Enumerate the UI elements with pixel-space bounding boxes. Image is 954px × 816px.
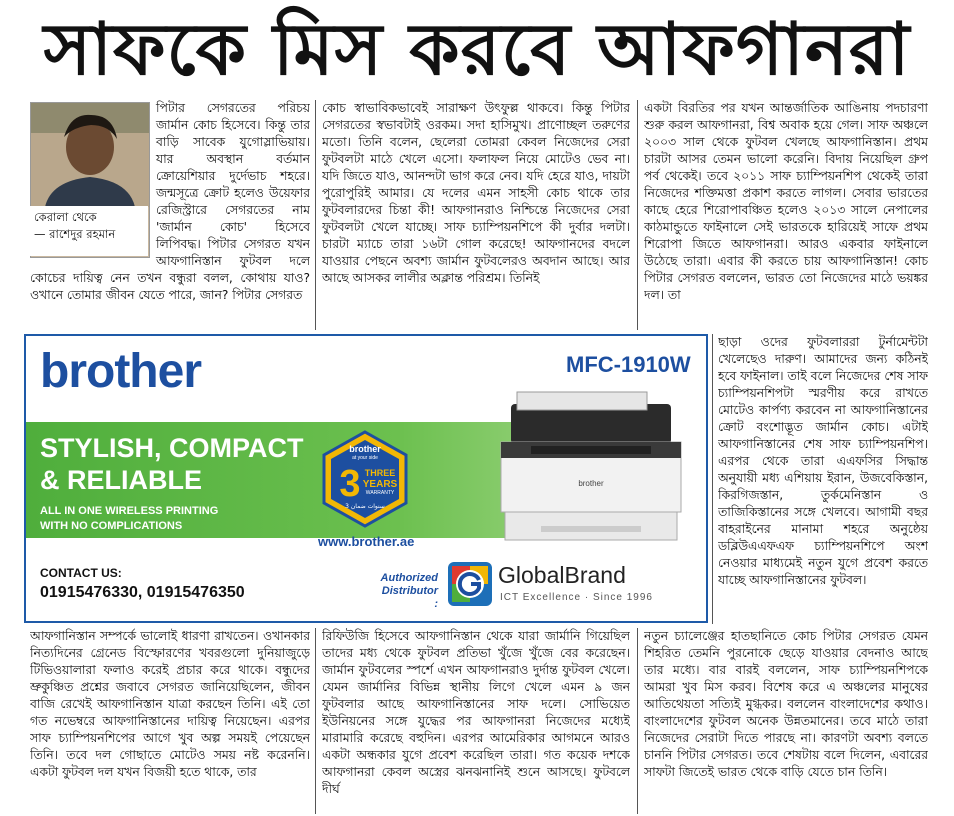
photo-spacer <box>30 100 156 254</box>
headline: সাফকে মিস করবে আফগানরা <box>43 7 911 91</box>
warranty-badge-icon <box>316 430 414 528</box>
ad-subtitle-line1: ALL IN ONE WIRELESS PRINTING <box>40 505 219 517</box>
article-text: নতুন চ্যালেঞ্জের হাতছানিতে কোচ পিটার সেগরত যেমন শিহরিত তেমনি পুরনোকে ছেড়ে যাওয়ার বেদনাও আছে তার মধ্যে। বার বারই বললেন, সাফ চ্যাম্পিয়নশিপকে আমরা খুব মিস করব। বিশেষ করে এ অঞ্চলের মানুষের আতিথেয়তা সত্যিই মুগ্ধকর। বললেন বাংলাদেশের কথাও। বাংলাদেশের ফুটবল অনেক উন্নতমানের। তবে মাঠে তারা নিজেদের সেরাটা দিতে পারছে না। কারণটা অবশ্য বলতে চাননি পিটার সেগরত। তবে শেষটায় বলে দিলেন, এবারের সাফটা জিতেই ভারত থেকে বাড়ি যেতে চান তিনি। <box>644 629 928 779</box>
col3-top <box>644 100 928 332</box>
brother-advertisement[interactable] <box>24 334 708 623</box>
ad-subtitle-line2: WITH NO COMPLICATIONS <box>40 520 183 532</box>
article-text: আফগানিস্তান সম্পর্কে ভালোই ধারণা রাখতেন। ওখানকার নিত্যদিনের গ্রেনেড বিস্ফোরণের খবরগুলো দুনিয়াজুড়ে টিভিওয়ালারা ফলাও করেই প্রচার করে থাকে। বন্ধুদের ভ্রুকুঞ্চিত প্রশ্নের জবাবে সেগরত জানিয়েছিলেন, জীবন বাজি রেখেই আফগানিস্তান যাত্রা করছেন তিনি। এই তো গত নভেম্বরে আফগানিস্তানের দায়িত্ব নিয়েছেন। এরপর সাফ চ্যাম্পিয়নশিপের আগে খুব অল্প সময়ই পেয়েছেন তিনি। তবে দল গোছাতে মোটেও সময় নষ্ট করেননি। একটা ফুটবল দল যখন বিজয়ী হতে থাকে, তার <box>30 629 310 779</box>
ad-website-link[interactable]: www.brother.ae <box>318 534 415 549</box>
globalbrand-g-icon <box>446 560 494 608</box>
article-text: কোচ স্বাভাবিকভাবেই সারাক্ষণ উৎফুল্ল থাকবে। কিন্তু পিটার সেগরতের স্বভাবটাই ওরকম। সদা হাসিমুখ। প্রাণোচ্ছল তরুণের মতো। তিনি বলেন, ছেলেরা তোমরা কেবল নিজেদের সেরা ফুটবলটা মাঠে খেলে এসো। ফলাফল নিয়ে মোটেও ভেব না। যদি জিতে যাও, আনন্দটা ভাগ করে নেব। যদি হেরে যাও, দায়টা পুরোপুরিই আমার। যে দলের এমন সাহসী কোচ থাকে তার ফুটবলারদের চিন্তা কী! আফগানরাও নিশ্চিন্তে নিজেদের সেরা ফুটবলটা খেলে যাচ্ছে। সাফ চ্যাম্পিয়নশিপে কী দুর্বার দলটা। চারটা ম্যাচে তারা ১৬টা গোল করেছে! আফগানদের বদলে যাওয়ার পেছনে অবশ্য জার্মান ফুটবলেরও অবদান আছে। আর আছে আসকর লালীর অক্লান্ত পরিশ্রম। তিনিই <box>322 101 630 285</box>
article-text: পিটার সেগরতের পরিচয় জার্মান কোচ হিসেবে। কিন্তু তার বাড়ি সাবেক যুগোস্লাভিয়ায়। যার অবস্থান বর্তমান ক্রোয়েশিয়ার দুর্দেভাচ শহরে। জন্মসূত্রে ক্রোট হলেও উয়েফার রেজিস্ট্রারে সেগরতের নাম 'জার্মান কোচ' হিসেবে লিপিবদ্ধ। পিটার সেগরত যখন আফগানিস্তান ফুটবল দলে কোচের দায়িত্ব নেন তখন বন্ধুরা বলল, কোথায় যাও? ওখানে তোমার জীবন যেতে পারে, জান? পিটার সেগরত <box>30 101 310 302</box>
col3-bottom <box>644 628 928 816</box>
badge-arabic: 3 سنوات ضمان <box>345 503 385 510</box>
distributor-tagline: ICT Excellence · Since 1996 <box>500 592 653 603</box>
badge-brand: brother <box>349 444 381 454</box>
column-divider <box>712 334 713 624</box>
col1-bottom <box>30 628 310 816</box>
column-divider <box>637 100 638 330</box>
brother-logo: brother <box>40 345 201 398</box>
ad-tagline-line1: STYLISH, COMPACT <box>40 433 304 463</box>
byline-author: — রাশেদুর রহমান <box>34 227 116 241</box>
globalbrand-logo <box>446 558 696 610</box>
contact-label: CONTACT US: <box>40 566 122 580</box>
article-text: রিফিউজি হিসেবে আফগানিস্তান থেকে যারা জার্মানি গিয়েছিল তাদের মধ্য থেকে ফুটবল প্রতিভা খুঁজে খুঁজে বের করেছেন। জার্মান ফুটবলের স্পর্শে এখন আফগানরাও দুর্দান্ত ফুটবল খেলে। যেমন জার্মানির বিভিন্ন স্থানীয় লিগে খেলে এমন ৯ জন ফুটবলার আছে আফগানিস্তানের সাফ দলে। সোভিয়েত ইউনিয়নের সঙ্গে যুদ্ধের পর আফগানরা নিজেদের মধ্যেই মারামারি করেছে বহুদিন। এরপর আমেরিকার আগমনে আরও একটা অন্ধকার যুগে প্রবেশ করেছিল তারা। গত কয়েক দশকে আফগানরা কেবল অস্ত্রের ঝনঝনানিই শুনে আসছে। ফুটবলে দীর্ঘ <box>322 629 630 796</box>
column-divider <box>315 628 316 814</box>
badge-three: THREE <box>364 468 396 478</box>
col2-top <box>322 100 630 332</box>
printer-label: brother <box>578 479 604 488</box>
badge-sub: at your side <box>352 455 378 461</box>
col3-mid <box>718 334 928 624</box>
printer-model: MFC-1910W <box>566 352 691 377</box>
printer-icon <box>481 386 701 556</box>
contact-phones: 01915476330, 01915476350 <box>40 584 245 601</box>
byline-place: কেরালা থেকে <box>34 210 97 224</box>
distributor-name: GlobalBrand <box>498 562 626 588</box>
column-divider <box>315 100 316 330</box>
article-text: ছাড়া ওদের ফুটবলাররা টুর্নামেন্টটা খেলেছেও দারুণ। আমাদের জন্য কঠিনই হবে ফাইনাল। তাই বলে নিজেদের শেষ সাফ চ্যাম্পিয়নশিপটা স্মরণীয় করে রাখতে মোটেও কার্পণ্য করবেন না আফগানিস্তানের ক্রোট বংশোদ্ভূত জার্মান কোচ। এটাই আফগানিস্তানের শেষ সাফ চ্যাম্পিয়নশিপ। এরপর থেকে তারা এএফসির সিদ্ধান্ত অনুযায়ী মধ্য এশিয়ায় ইরান, উজবেকিস্তান, কিরগিজস্তান, তুর্কমেনিস্তান ও তাজিকিস্তানের সঙ্গে খেলবে। আগামী বছর বাহরাইনের মানামা শহরে অনুষ্ঠেয় ডব্লিউএএফএফ চ্যাম্পিয়নশিপে অংশ নেওয়ার মাধ্যমেই নতুন যুগে প্রবেশ করতে যাচ্ছে আফগানিস্তানের ফুটবল। <box>718 335 928 587</box>
badge-years-number: 3 <box>339 463 361 505</box>
authorized-distributor-label: Authorized Distributor : <box>380 572 438 610</box>
ad-tagline-line2: & RELIABLE <box>40 465 202 495</box>
ad-subtitle <box>40 504 218 534</box>
col1-top <box>30 100 310 332</box>
badge-years-word: YEARS <box>362 479 398 490</box>
col2-bottom <box>322 628 630 816</box>
badge-warranty: WARRANTY <box>365 490 395 496</box>
article-text: একটা বিরতির পর যখন আন্তর্জাতিক আঙিনায় পদচারণা শুরু করল আফগানরা, বিশ্ব অবাক হয়ে গেল। সাফ অঞ্চলে ২০০৩ সাল থেকে ফুটবল খেলছে আফগানিস্তান। প্রথম চারটা আসর তেমন ভালো করেনি। বিদায় নিয়েছিল গ্রুপ পর্ব থেকেই। তবে ২০১১ সাফ চ্যাম্পিয়নশিপ থেকেই তারা নিজেদের শক্তিমত্তা প্রকাশ করতে লাগল। সেবার ভারতের কাছে হেরে শিরোপাবঞ্চিত হলেও ২০১৩ সালে নেপালের কাঠমান্ডুতে ফাইনালে সেই ভারতকে হারিয়েই সাফে প্রথম শিরোপা জিতে আফগানরা। আরও একবার ফাইনালে উঠেছে তারা। এবার কী করতে চায় আফগানিস্তান! কোচ পিটার সেগরত বললেন, ভারত তো নিজেদের মাঠে ভয়ঙ্কর দল। তা <box>644 101 928 302</box>
ad-tagline <box>40 432 304 496</box>
column-divider <box>637 628 638 814</box>
